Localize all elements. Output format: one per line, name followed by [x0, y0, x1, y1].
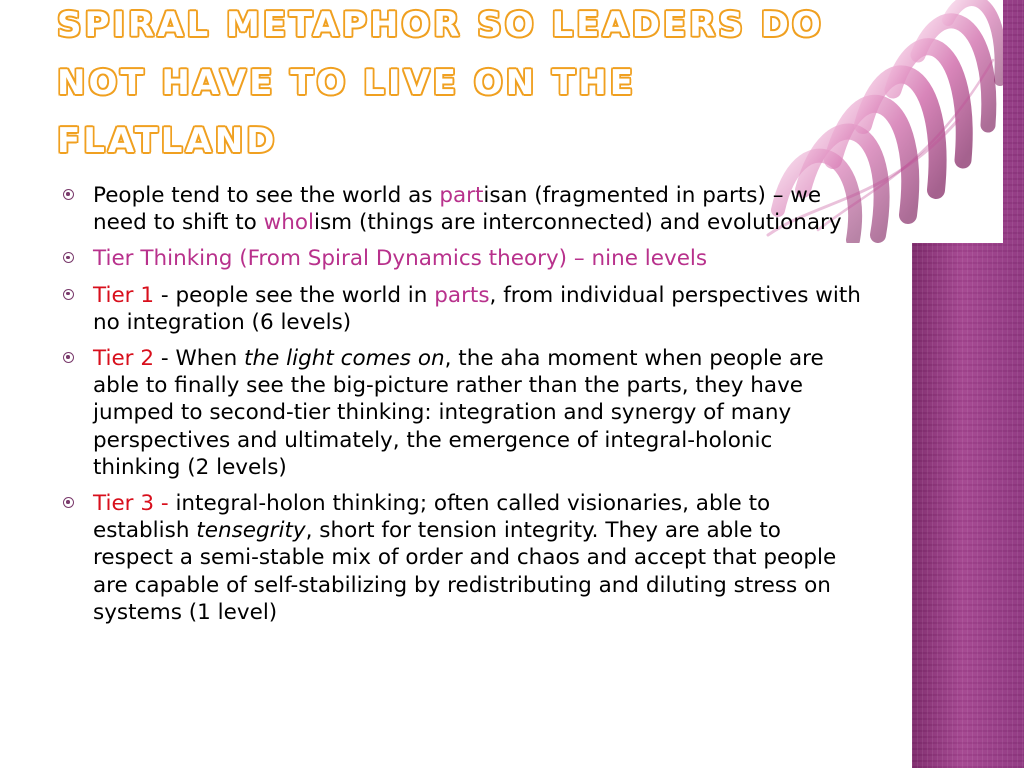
bullet-text: - When: [154, 346, 245, 372]
bullet-text: , the aha moment when people are able to finally see the big-picture rather than the parts, they have jumped to second-tier thinking: integration and synergy of many perspectives and ultimately, the emergence of integral-holonic thinking (2 levels): [93, 346, 824, 480]
tier-label: Tier 1: [93, 282, 155, 308]
slide-title-line: FLATLAND: [57, 121, 278, 161]
slide-title: [57, 0, 857, 170]
slide-title-line: NOT HAVE TO LIVE ON THE: [57, 63, 636, 103]
bullet-item-tier-3: [62, 490, 862, 626]
bullet-text: ism (things are interconnected) and evolutionary: [314, 210, 842, 236]
circle-bullet-icon: [63, 352, 74, 363]
tier-label: Tier 3 -: [93, 491, 169, 517]
tier-label: Tier 2: [93, 346, 155, 372]
bullet-text: isan (fragmented in parts) – we need to shift to: [93, 183, 822, 236]
bullet-text: , from individual perspectives with no integration (6 levels): [93, 282, 861, 335]
bullet-item-tier-1: [62, 282, 862, 336]
bullet-heading: Tier Thinking (From Spiral Dynamics theory) – nine levels: [93, 246, 708, 272]
bullet-text: integral-holon thinking; often called visionaries, able to establish: [93, 491, 771, 544]
slide-title-line: SPIRAL METAPHOR SO LEADERS DO: [57, 5, 824, 45]
highlight-parts: parts: [434, 282, 490, 308]
circle-bullet-icon: [63, 252, 74, 263]
emphasis-text: the light comes on: [244, 346, 445, 372]
bullet-text: People tend to see the world as: [93, 183, 440, 208]
highlight-whol: whol: [263, 210, 314, 236]
highlight-part: part: [439, 183, 484, 208]
bullet-text: , short for tension integrity. They are able to respect a semi-stable mix of order and chaos and accept that people are capable of self-stabilizing by redistributing and diluting stress on systems (1 level): [93, 518, 837, 625]
emphasis-text: tensegrity: [196, 518, 306, 544]
bullet-item-tier-thinking: [62, 245, 862, 272]
bullet-item-tier-2: [62, 345, 862, 481]
bullet-list: [62, 182, 862, 635]
bullet-item-partisan: [62, 182, 862, 236]
circle-bullet-icon: [63, 289, 74, 300]
bullet-text: - people see the world in: [154, 282, 435, 308]
circle-bullet-icon: [63, 497, 74, 508]
circle-bullet-icon: [63, 189, 74, 200]
